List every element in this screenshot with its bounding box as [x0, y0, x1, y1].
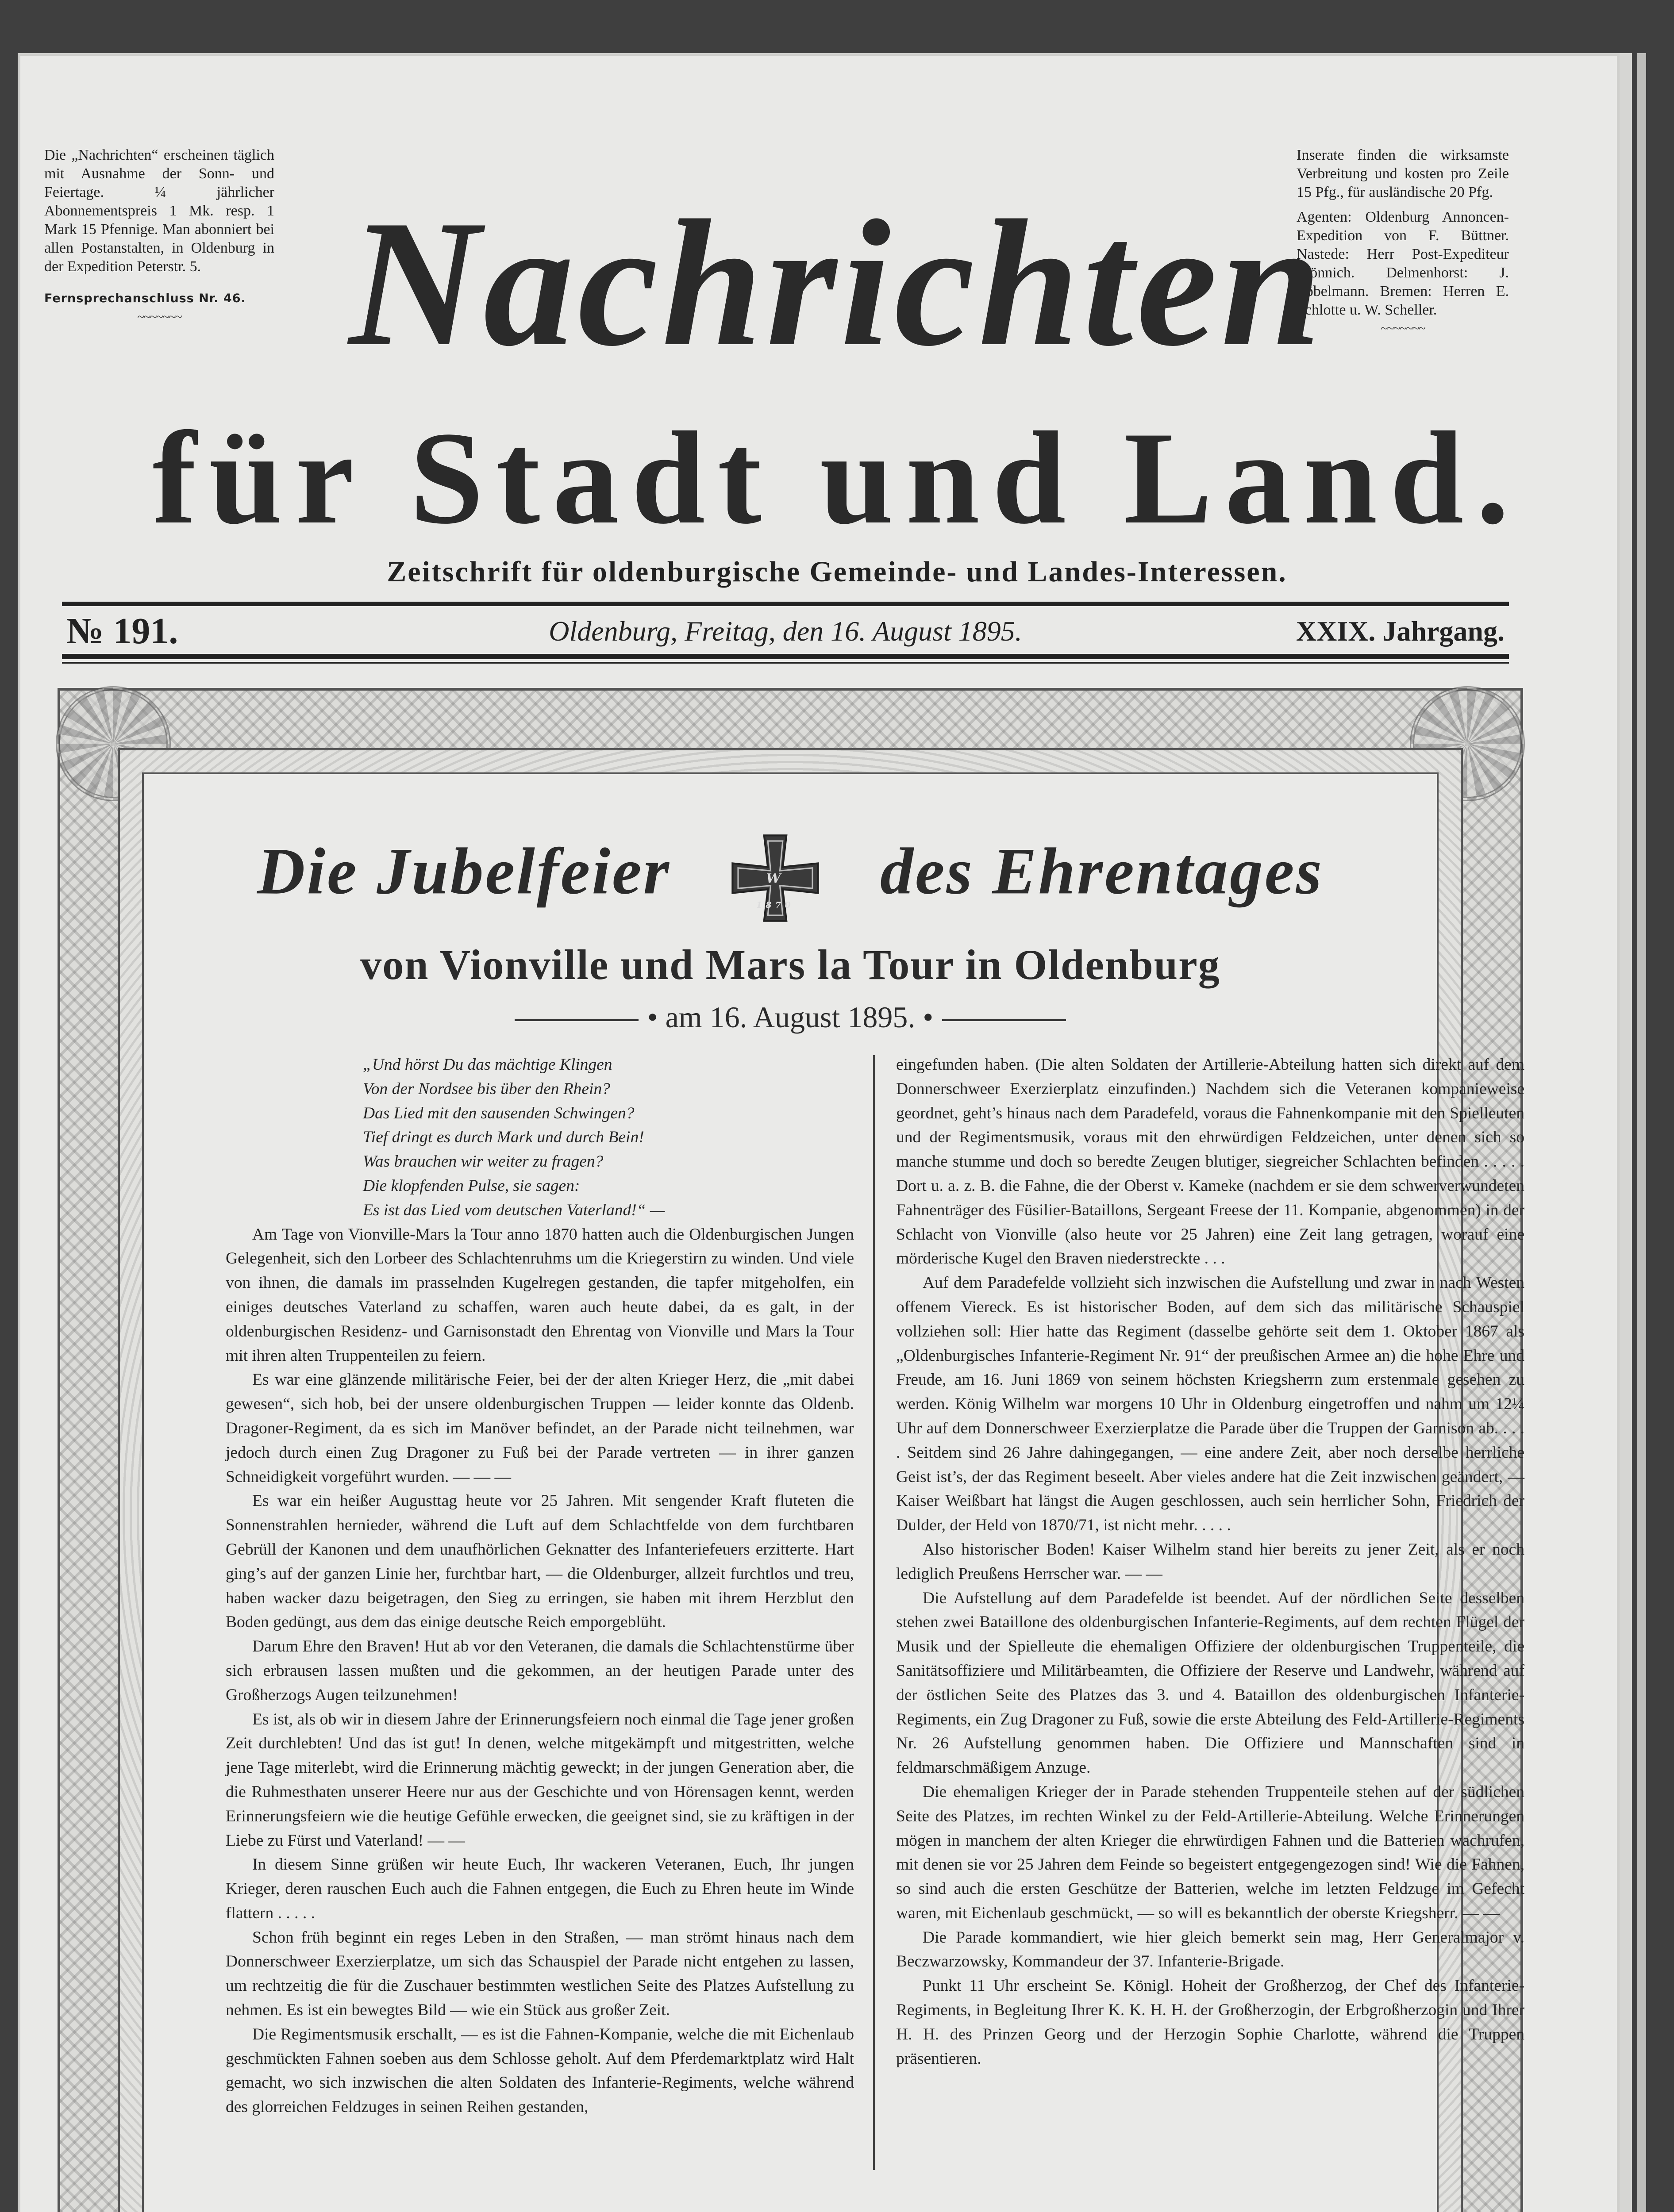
paragraph: Die Regimentsmusik erschallt, — es ist die Fahnen-Kompanie, welche die mit Eichenlaub geschmückten Fahnen soeben aus dem Schlosse geholt. Auf dem Pferdemarktplatz wird Halt gemacht, wo sich inzwischen die alten Soldaten des Infanterie-Regiments, welche während des glorreichen Feldzuges in seinen Reihen gestanden, [226, 2025, 854, 2116]
masthead-subtitle: für Stadt und Land. [152, 404, 1522, 551]
article-area [142, 772, 1524, 2212]
poem-line: „Und hörst Du das mächtige Klingen [363, 1056, 612, 1074]
paragraph: eingefunden haben. (Die alten Soldaten der Artillerie-Abteilung hatten sich direkt auf dem Donnerschweer Exerzierplatz einzufinden.) Nachdem sich die Veteranen kompanieweise geordnet, geht’s hinaus nach dem Paradefeld, voraus die Fahnenkompanie mit den Spielleuten und der Regimentsmusik, voraus mit den ehrwürdigen Feldzeichen, unter denen sich so manche stumme und doch so beredte Zeugen blutiger, siegreicher Schlachten befinden . . . . . Dort u. a. z. B. die Fahne, die der Oberst v. Kameke (nachdem er sie dem schwerverwundeten Fahnenträger des Füsilier-Bataillons, Sergeant Freese der 11. Kompanie, abgenommen) in der Schlacht von Vionville (also heute vor 25 Jahren) eine Zeit lang getragen, worauf eine mörderische Kugel den Braven niederstreckte . . . [896, 1056, 1524, 1268]
date-rule-right [942, 1019, 1066, 1021]
paragraph: Auf dem Paradefelde vollzieht sich inzwischen die Aufstellung und zwar in nach Westen offenem Viereck. Es ist historischer Boden, auf dem sich das militärische Schauspiel vollziehen soll: Hier hatte das Regiment (dasselbe gehörte seit dem 1. Oktober 1867 als „Oldenburgisches Infanterie-Regiment Nr. 91“ der preußischen Armee an) die hohe Ehre und Freude, am 16. Juni 1869 von seinem höchsten Kriegsherrn zum erstenmale gesehen zu werden. König Wilhelm war morgens 10 Uhr in Oldenburg eingetroffen und nahm um 12¼ Uhr auf dem Donnerschweer Exerzierplatze die Parade über die Truppen der Garnison ab. . . . . Seitdem sind 26 Jahre dahingegangen, — eine andere Zeit, aber noch derselbe herrliche Geist ist’s, der das Regiment beseelt. Aber vieles andere hat die Zeit inzwischen geändert, — Kaiser Weißbart hat längst die Augen geschlossen, auch sein herrlicher Sohn, Friedrich der Dulder, der Held von 1870/71, ist nicht mehr. . . . . [896, 1274, 1524, 1535]
article-title-right: des Ehrentages [880, 834, 1324, 908]
poem-line: Von der Nordsee bis über den Rhein? [363, 1079, 610, 1098]
paragraph: In diesem Sinne grüßen wir heute Euch, Ihr wackeren Veteranen, Euch, Ihr jungen Krieger, deren rauschen Euch auch die Fahnen entgegen, die Euch zu Ehren heute im Winde flattern . . . . . [226, 1855, 854, 1922]
subscription-text: Die „Nachrichten“ erscheinen täglich mit Ausnahme der Sonn- und Feiertage. ¼ jährlicher Abonnementspreis 1 Mk. resp. 1 Mark 15 Pfennige. Man abonniert bei allen Postanstalten, in Oldenburg in der Expedition Peterstr. 5. [44, 147, 274, 275]
paragraph: Darum Ehre den Braven! Hut ab vor den Veteranen, die damals die Schlachtenstürme über sich erbrausen lassen mußten und die gekommen, an der heutigen Parade unter des Großherzogs Augen teilzunehmen! [226, 1637, 854, 1704]
paragraph: Es ist, als ob wir in diesem Jahre der Erinnerungsfeiern noch einmal die Tage jener großen Zeit durchlebten! Und das ist gut! In denen, welche mitgekämpft und mitgestritten, welche jene Tage miterlebt, wird die Erinnerung mächtig geweckt; in der jungen Generation aber, die die Ruhmesthaten unserer Heere nur aus der Geschichte und von Hörensagen kennt, werden Erinnerungsfeiern wie die heutige Gefühle erwecken, die geeignet sind, sie zu kräftigen in der Liebe zu Fürst und Vaterland! — — [226, 1710, 854, 1850]
paragraph: Punkt 11 Uhr erscheint Se. Königl. Hoheit der Großherzog, der Chef des Infanterie-Regiments, in Begleitung Ihrer K. K. H. H. der Großherzogin, der Erbgroßherzogin und Ihrer H. H. des Prinzen Georg und der Herzogin Sophie Charlotte, während die Truppen präsentieren. [896, 1977, 1524, 2068]
ornamental-frame [58, 688, 1523, 2212]
telephone-number: Fernsprechanschluss Nr. 46. [44, 292, 246, 305]
article-date-text: am 16. August 1895. [665, 1000, 916, 1034]
divider-bottom-thin [62, 662, 1509, 664]
iron-cross-icon [729, 832, 822, 925]
column-left [226, 1053, 854, 2120]
masthead-tagline: Zeitschrift für oldenburgische Gemeinde- und Landes-Interessen. [387, 556, 1287, 588]
date-rule-left [515, 1019, 639, 1021]
paragraph: Die Parade kommandiert, wie hier gleich bemerkt sein mag, Herr Generalmajor v. Beczwarzowsky, Kommandeur der 37. Infanterie-Brigade. [896, 1928, 1524, 1971]
issue-number: № 191. [66, 611, 178, 652]
divider-bottom [62, 654, 1509, 659]
issue-date: Oldenburg, Freitag, den 16. August 1895. [549, 615, 1022, 647]
advertising-rates: Inserate finden die wirksamste Verbreitung und kosten pro Zeile 15 Pfg., für ausländische 20 Pfg. [1297, 147, 1509, 200]
article-subtitle: von Vionville und Mars la Tour in Oldenburg [360, 941, 1220, 988]
paragraph: Also historischer Boden! Kaiser Wilhelm stand hier bereits zu jener Zeit, als er noch lediglich Preußens Herrscher war. — — [896, 1540, 1524, 1583]
article-date: • am 16. August 1895. • [144, 1000, 1437, 1035]
paragraph: Am Tage von Vionville-Mars la Tour anno 1870 hatten auch die Oldenburgischen Jungen Gelegenheit, sich den Lorbeer des Schlachtenruhms um die Kriegerstirn zu winden. Und viele von ihnen, die damals im prasselnden Kugelregen gestanden, die tapfer mitgeholfen, ein einiges deutsches Vaterland zu schaffen, waren auch heute dabei, da es galt, in der oldenburgischen Residenz- und Garnisonstadt den Ehrentag von Vionville und Mars la Tour mit ihren alten Truppenteilen zu feiern. [226, 1225, 854, 1365]
paragraph: Die ehemaligen Krieger der in Parade stehenden Truppenteile stehen auf der südlichen Seite des Platzes, im rechten Winkel zu der Feld-Artillerie-Abteilung. Welche Erinnerungen mögen in manchem der alten Krieger die ehrwürdigen Fahnen und die Batterien wachrufen, mit denen sie vor 25 Jahren dem Feinde so begeistert entgegengezogen sind! Wie die Fahnen, so sind auch die ersten Geschütze der Batterien, welche im letzten Feldzuge im Gefecht waren, mit Eichenlaub geschmückt, — so will es bekanntlich der oberste Kriegsherr. — — [896, 1782, 1524, 1922]
column-separator [873, 1055, 875, 2170]
ornament-squiggle-right: ~~~~~~~ [1381, 321, 1425, 336]
paragraph: Es war ein heißer Augusttag heute vor 25 Jahren. Mit sengender Kraft fluteten die Sonnenstrahlen hernieder, während die Luft auf dem Schlachtfelde von dem furchtbaren Gebrüll der Kanonen und dem unaufhörlichen Geknatter des Infanteriefeuers erzitterte. Hart ging’s auf der ganzen Linie her, furchtbar hart, — die Oldenburger, allzeit furchtlos und treu, haben wacker dazu beigetragen, den Sieg zu erringen, sie haben mit ihrem Herzblut den Boden gedüngt, aus dem das einige deutsche Reich emporgeblüht. [226, 1492, 854, 1632]
paragraph: Schon früh beginnt ein reges Leben in den Straßen, — man strömt hinaus nach dem Donnerschweer Exerzierplatze, um sich das Schauspiel der Parade nicht entgehen zu lassen, um rechtzeitig die für die Zuschauer bestimmten westlichen Seite des Platzes Aufstellung zu nehmen. Es ist ein bewegtes Bild — wie ein Stück aus großer Zeit. [226, 1928, 854, 2020]
frame-middle-band [118, 748, 1524, 2212]
cross-year: 1870 [756, 900, 795, 910]
article-title-left: Die Jubelfeier [257, 834, 671, 908]
column-right [896, 1053, 1524, 2071]
paragraph: Es war eine glänzende militärische Feier, bei der der alten Krieger Herz, die „mit dabei gewesen“, sich hob, bei der unsere oldenburgischen Truppen — leider konnte das Oldenb. Dragoner-Regiment, da es sich im Manöver befindet, an der Parade nicht teilnehmen, war jedoch durch einen Zug Dragoner zu Fuß bei der Parade vertreten — in ihrer ganzen Schneidigkeit vorgeführt wurden. — — — [226, 1371, 854, 1486]
paper-edge-2 [1637, 53, 1646, 2212]
article-title [144, 832, 1437, 925]
ornament-squiggle: ~~~~~~~ [137, 310, 181, 324]
advertising-agents: Agenten: Oldenburg Annoncen-Expedition von F. Büttner. Nastede: Herr Post-Expediteur Mönnich. Delmenhorst: J. Töbelmann. Bremen: Herren E. Schlotte u. W. Scheller. [1297, 209, 1509, 318]
poem-line: Es ist das Lied vom deutschen Vaterland!“ — [363, 1201, 665, 1219]
volume-year: XXIX. Jahrgang. [1296, 615, 1505, 647]
poem-line: Tief dringt es durch Mark und durch Bein! [363, 1128, 644, 1147]
poem-line: Was brauchen wir weiter zu fragen? [363, 1152, 604, 1171]
paragraph: Die Aufstellung auf dem Paradefelde ist beendet. Auf der nördlichen Seite desselben stehen zwei Bataillone des oldenburgischen Infanterie-Regiments, auf dem rechten Flügel der Musik und der Spielleute die ehemaligen Offiziere der oldenburgischen Truppenteile, die Sanitätsoffiziere und Militärbeamten, die Offiziere der Reserve und Landwehr, während auf der östlichen Seite des Platzes das 3. und 4. Bataillon des oldenburgischen Infanterie-Regiments, ein Zug Dragoner zu Fuß, sowie die erste Abteilung des Feld-Artillerie-Regiments Nr. 26 Aufstellung genommen haben. Die Offiziere und Mannschaften sind in feldmarschmäßigem Anzuge. [896, 1589, 1524, 1777]
paper-edge [1620, 53, 1632, 2212]
masthead-title: Nachrichten [349, 183, 1325, 384]
poem-line: Das Lied mit den sausenden Schwingen? [363, 1104, 635, 1122]
divider-top [62, 602, 1509, 606]
dateline [62, 610, 1509, 652]
poem-line: Die klopfenden Pulse, sie sagen: [363, 1176, 580, 1195]
cross-letter: W [766, 870, 785, 886]
